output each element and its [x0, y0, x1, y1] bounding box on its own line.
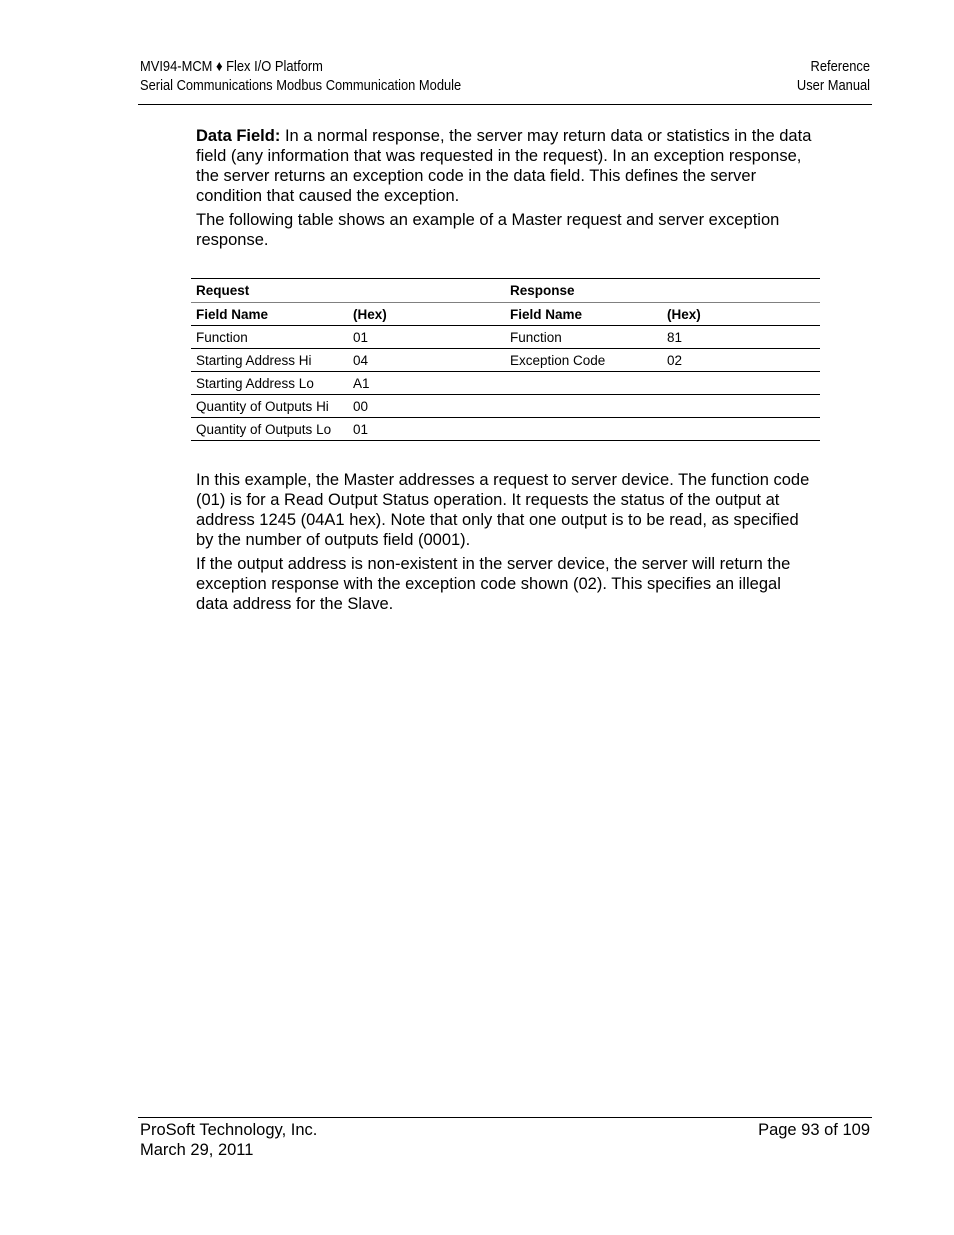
data-field-paragraph: [196, 126, 816, 206]
column-header: Field Name: [505, 303, 662, 326]
table-cell: [662, 372, 820, 395]
table-cell: 00: [348, 395, 505, 418]
table-row: [191, 395, 820, 418]
column-header: Field Name: [191, 303, 348, 326]
footer-company: ProSoft Technology, Inc.: [140, 1121, 318, 1139]
exception-explanation-paragraph: If the output address is non-existent in the server device, the server will return the exception response with the exception code shown (02). This specifies an illegal data address for the Slave.: [196, 555, 791, 613]
data-field-text: In a normal response, the server may return data or statistics in the data field (any information that was requested in the request). In an exception response, the server returns an exception code in the data field. This defines the server condition that caused the exception.: [196, 127, 812, 205]
table-cell: [505, 418, 662, 441]
table-row: [191, 326, 820, 349]
column-header: (Hex): [662, 303, 820, 326]
header-product-title: MVI94-MCM ♦ Flex I/O Platform: [140, 58, 323, 75]
header-section: Reference: [810, 58, 870, 75]
table-cell: Starting Address Hi: [191, 349, 348, 372]
header-doc-type: User Manual: [796, 77, 870, 94]
group-response-header: Response: [505, 279, 820, 303]
request-response-table: [191, 278, 820, 441]
table-row: [191, 418, 820, 441]
table-cell: Function: [191, 326, 348, 349]
footer-rule: [138, 1117, 872, 1118]
header-rule: [138, 104, 872, 105]
running-header-right: [797, 57, 870, 95]
header-module-title: Serial Communications Modbus Communication Module: [140, 77, 462, 94]
running-header-left: [140, 57, 461, 95]
table-row: [191, 372, 820, 395]
table-cell: [662, 418, 820, 441]
footer-left: [140, 1120, 317, 1160]
table-cell: Quantity of Outputs Lo: [191, 418, 348, 441]
explanation-section: [196, 470, 816, 618]
table-cell: Quantity of Outputs Hi: [191, 395, 348, 418]
table-cell: 01: [348, 326, 505, 349]
column-header: (Hex): [348, 303, 505, 326]
table-row: [191, 349, 820, 372]
table-cell: Exception Code: [505, 349, 662, 372]
table-intro-paragraph: The following table shows an example of a Master request and server exception response.: [196, 211, 780, 249]
table-cell: Function: [505, 326, 662, 349]
footer-right: [758, 1120, 870, 1140]
page-number: Page 93 of 109: [758, 1121, 870, 1139]
intro-section: [196, 126, 816, 254]
table-cell: A1: [348, 372, 505, 395]
table-cell: [505, 395, 662, 418]
table-cell: Starting Address Lo: [191, 372, 348, 395]
table-cell: [505, 372, 662, 395]
data-field-label: Data Field:: [196, 127, 281, 145]
group-request-header: Request: [191, 279, 505, 303]
table-column-header: [191, 303, 820, 326]
footer-date: March 29, 2011: [140, 1141, 254, 1159]
table-cell: [662, 395, 820, 418]
table-cell: 04: [348, 349, 505, 372]
table-cell: 01: [348, 418, 505, 441]
example-explanation-paragraph: In this example, the Master addresses a request to server device. The function code (01) is for a Read Output Status operation. It requests the status of the output at address 1245 (04A1 hex). Note that only that one output is to be read, as specified by the number of outputs field (0001).: [196, 471, 810, 549]
table-group-header: [191, 279, 820, 303]
table-cell: 02: [662, 349, 820, 372]
table-cell: 81: [662, 326, 820, 349]
